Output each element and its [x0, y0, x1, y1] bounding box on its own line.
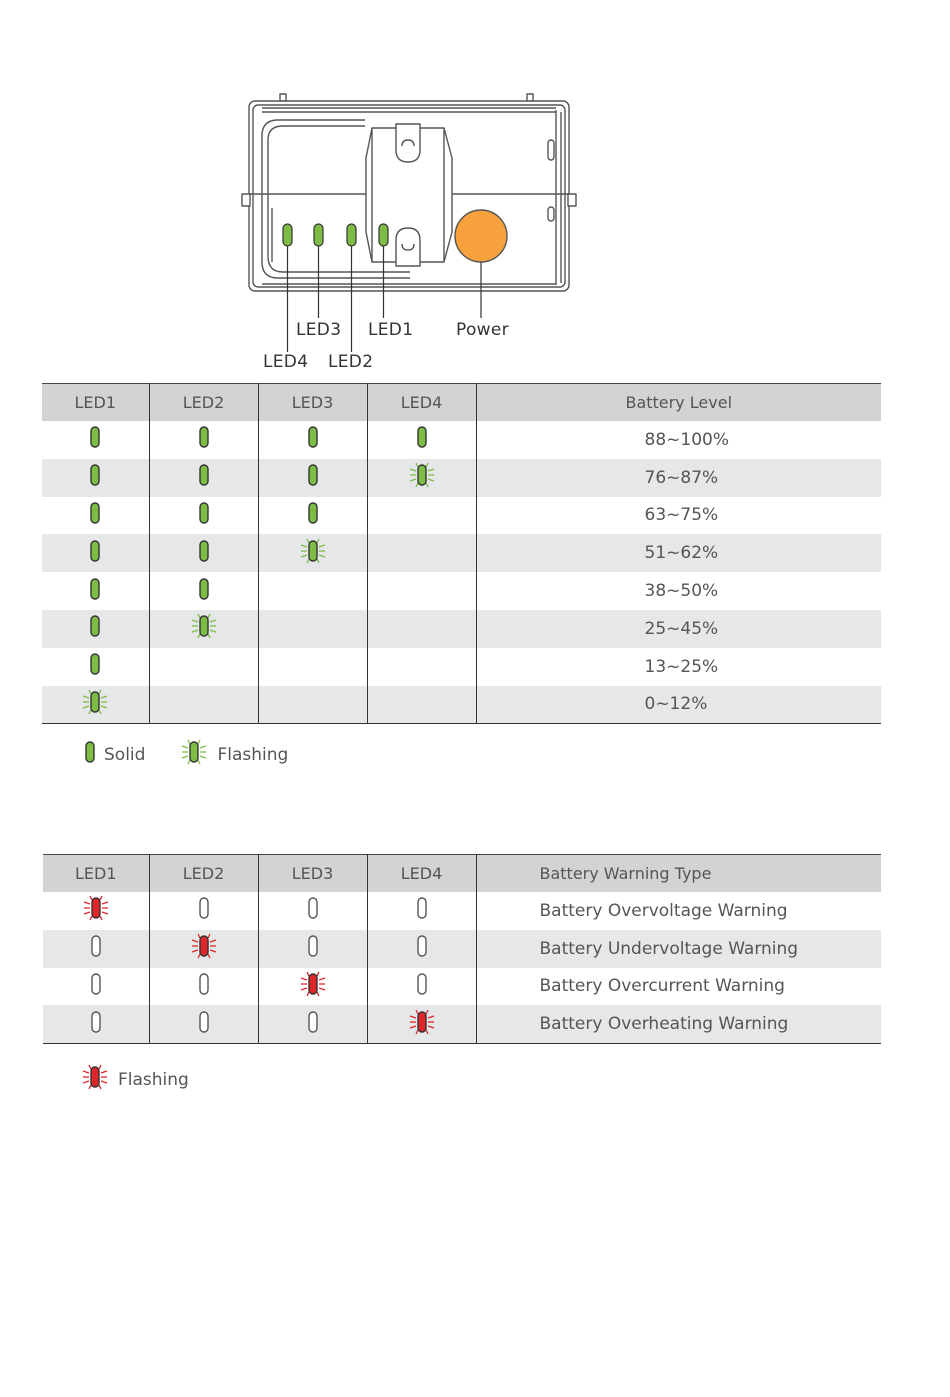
table-header-row [42, 384, 881, 422]
table-row [43, 968, 881, 1006]
unlit-led-icon [198, 1010, 210, 1039]
solid-led-icon [198, 463, 210, 492]
flashing-led-icon [298, 537, 328, 570]
led4-cell [367, 610, 476, 648]
led1-cell [42, 572, 149, 610]
led1-cell [43, 930, 149, 968]
led2-cell [149, 686, 258, 724]
header-led4: LED4 [367, 384, 476, 422]
solid-led-icon [89, 425, 101, 454]
led2-cell [149, 610, 258, 648]
red-flashing-led-icon [80, 1063, 110, 1096]
led4-cell [367, 686, 476, 724]
led2-cell [149, 572, 258, 610]
warning-type-value: Battery Overheating Warning [476, 1005, 881, 1043]
led3-cell [258, 686, 367, 724]
led3-cell [258, 648, 367, 686]
led2-cell [149, 421, 258, 459]
header-led3: LED3 [258, 855, 367, 893]
power-button-illustration [455, 210, 507, 262]
led2-cell [149, 892, 258, 930]
header-led1: LED1 [43, 855, 149, 893]
header-led2: LED2 [149, 384, 258, 422]
led3-cell [258, 534, 367, 572]
unlit-led-icon [307, 896, 319, 925]
led4-cell [367, 459, 476, 497]
device-led4 [283, 224, 292, 246]
legend-red-flashing [80, 1063, 189, 1096]
header-battery-level: Battery Level [476, 384, 881, 422]
table-row [42, 648, 881, 686]
battery-level-value: 25~45% [476, 610, 881, 648]
led1-cell [42, 610, 149, 648]
header-led1: LED1 [42, 384, 149, 422]
table-row [43, 892, 881, 930]
battery-level-value: 88~100% [644, 429, 729, 450]
battery-level-value: 13~25% [644, 656, 719, 677]
unlit-led-icon [198, 972, 210, 1001]
unlit-led-icon [307, 1010, 319, 1039]
led4-cell [367, 892, 476, 930]
battery-diagram [0, 0, 950, 380]
led2-cell [149, 648, 258, 686]
device-led3 [314, 224, 323, 246]
unlit-led-icon [90, 934, 102, 963]
flashing-led-icon [189, 612, 219, 645]
solid-led-icon [89, 539, 101, 568]
solid-led-icon [198, 539, 210, 568]
unlit-led-icon [416, 934, 428, 963]
led1-cell [42, 421, 149, 459]
led2-cell [149, 1005, 258, 1043]
led3-cell [258, 892, 367, 930]
solid-led-icon [89, 577, 101, 606]
unlit-led-icon [90, 972, 102, 1001]
header-led2: LED2 [149, 855, 258, 893]
flashing-led-icon [80, 688, 110, 721]
led1-cell [43, 892, 149, 930]
legend-red-flashing-label: Flashing [118, 1069, 189, 1090]
led2-cell [149, 930, 258, 968]
led1-cell [43, 1005, 149, 1043]
table-row [42, 534, 881, 572]
led4-cell [367, 497, 476, 535]
callout-led3: LED3 [296, 320, 342, 340]
table-row [42, 497, 881, 535]
unlit-led-icon [416, 896, 428, 925]
solid-led-icon [89, 652, 101, 681]
legend-solid [84, 740, 145, 769]
flashing-led-icon [407, 461, 437, 494]
solid-led-icon [89, 501, 101, 530]
led3-cell [258, 572, 367, 610]
header-warning-type: Battery Warning Type [476, 855, 881, 893]
callout-led4: LED4 [263, 352, 309, 372]
header-led3: LED3 [258, 384, 367, 422]
table-row [42, 686, 881, 724]
header-led4: LED4 [367, 855, 476, 893]
led3-cell [258, 421, 367, 459]
solid-led-icon [307, 501, 319, 530]
solid-led-icon [89, 463, 101, 492]
device-led1 [379, 224, 388, 246]
legend-flashing [179, 738, 288, 771]
led2-cell [149, 459, 258, 497]
led1-cell [43, 968, 149, 1006]
callout-led1: LED1 [368, 320, 414, 340]
table-row [43, 1005, 881, 1043]
red-flashing-led-icon [298, 970, 328, 1003]
led1-cell [42, 459, 149, 497]
red-flashing-led-icon [81, 894, 111, 927]
battery-warning-table [43, 854, 881, 1044]
legend-flashing-label: Flashing [217, 744, 289, 765]
table-header-row [43, 855, 881, 893]
battery-level-value: 38~50% [644, 581, 719, 602]
solid-led-icon [307, 463, 319, 492]
solid-led-icon [198, 501, 210, 530]
solid-led-icon [89, 614, 101, 643]
unlit-led-icon [307, 934, 319, 963]
warning-type-value: Battery Undervoltage Warning [476, 930, 881, 968]
table-row [42, 459, 881, 497]
led3-cell [258, 1005, 367, 1043]
table-row [42, 572, 881, 610]
led4-cell [367, 968, 476, 1006]
red-flashing-led-icon [407, 1008, 437, 1041]
warning-type-value: Battery Overcurrent Warning [539, 976, 785, 997]
battery-level-value: 0~12% [476, 686, 881, 724]
table-row [42, 421, 881, 459]
unlit-led-icon [90, 1010, 102, 1039]
led4-cell [367, 1005, 476, 1043]
led3-cell [258, 610, 367, 648]
battery-level-table [42, 383, 881, 724]
unlit-led-icon [198, 896, 210, 925]
red-flashing-led-icon [189, 932, 219, 965]
led4-cell [367, 648, 476, 686]
solid-led-icon [307, 425, 319, 454]
led4-cell [367, 572, 476, 610]
solid-led-icon [84, 740, 96, 769]
callout-led2: LED2 [328, 352, 374, 372]
led3-cell [258, 497, 367, 535]
callout-power: Power [456, 320, 509, 340]
led3-cell [258, 968, 367, 1006]
table-row [42, 610, 881, 648]
led4-cell [367, 534, 476, 572]
led4-cell [367, 421, 476, 459]
led1-cell [42, 686, 149, 724]
battery-level-value: 63~75% [644, 505, 719, 526]
led2-cell [149, 968, 258, 1006]
battery-level-value: 76~87% [476, 459, 881, 497]
led2-cell [149, 497, 258, 535]
led2-cell [149, 534, 258, 572]
table-row [43, 930, 881, 968]
led3-cell [258, 930, 367, 968]
flashing-led-icon [179, 738, 209, 771]
led1-cell [42, 648, 149, 686]
device-led2 [347, 224, 356, 246]
led4-cell [367, 930, 476, 968]
unlit-led-icon [416, 972, 428, 1001]
legend-solid-label: Solid [104, 744, 146, 765]
solid-led-icon [416, 425, 428, 454]
battery-legend [84, 738, 322, 771]
solid-led-icon [198, 577, 210, 606]
warning-legend [80, 1063, 223, 1096]
solid-led-icon [198, 425, 210, 454]
led1-cell [42, 534, 149, 572]
led3-cell [258, 459, 367, 497]
led1-cell [42, 497, 149, 535]
battery-level-value: 51~62% [476, 534, 881, 572]
warning-type-value: Battery Overvoltage Warning [539, 900, 788, 921]
